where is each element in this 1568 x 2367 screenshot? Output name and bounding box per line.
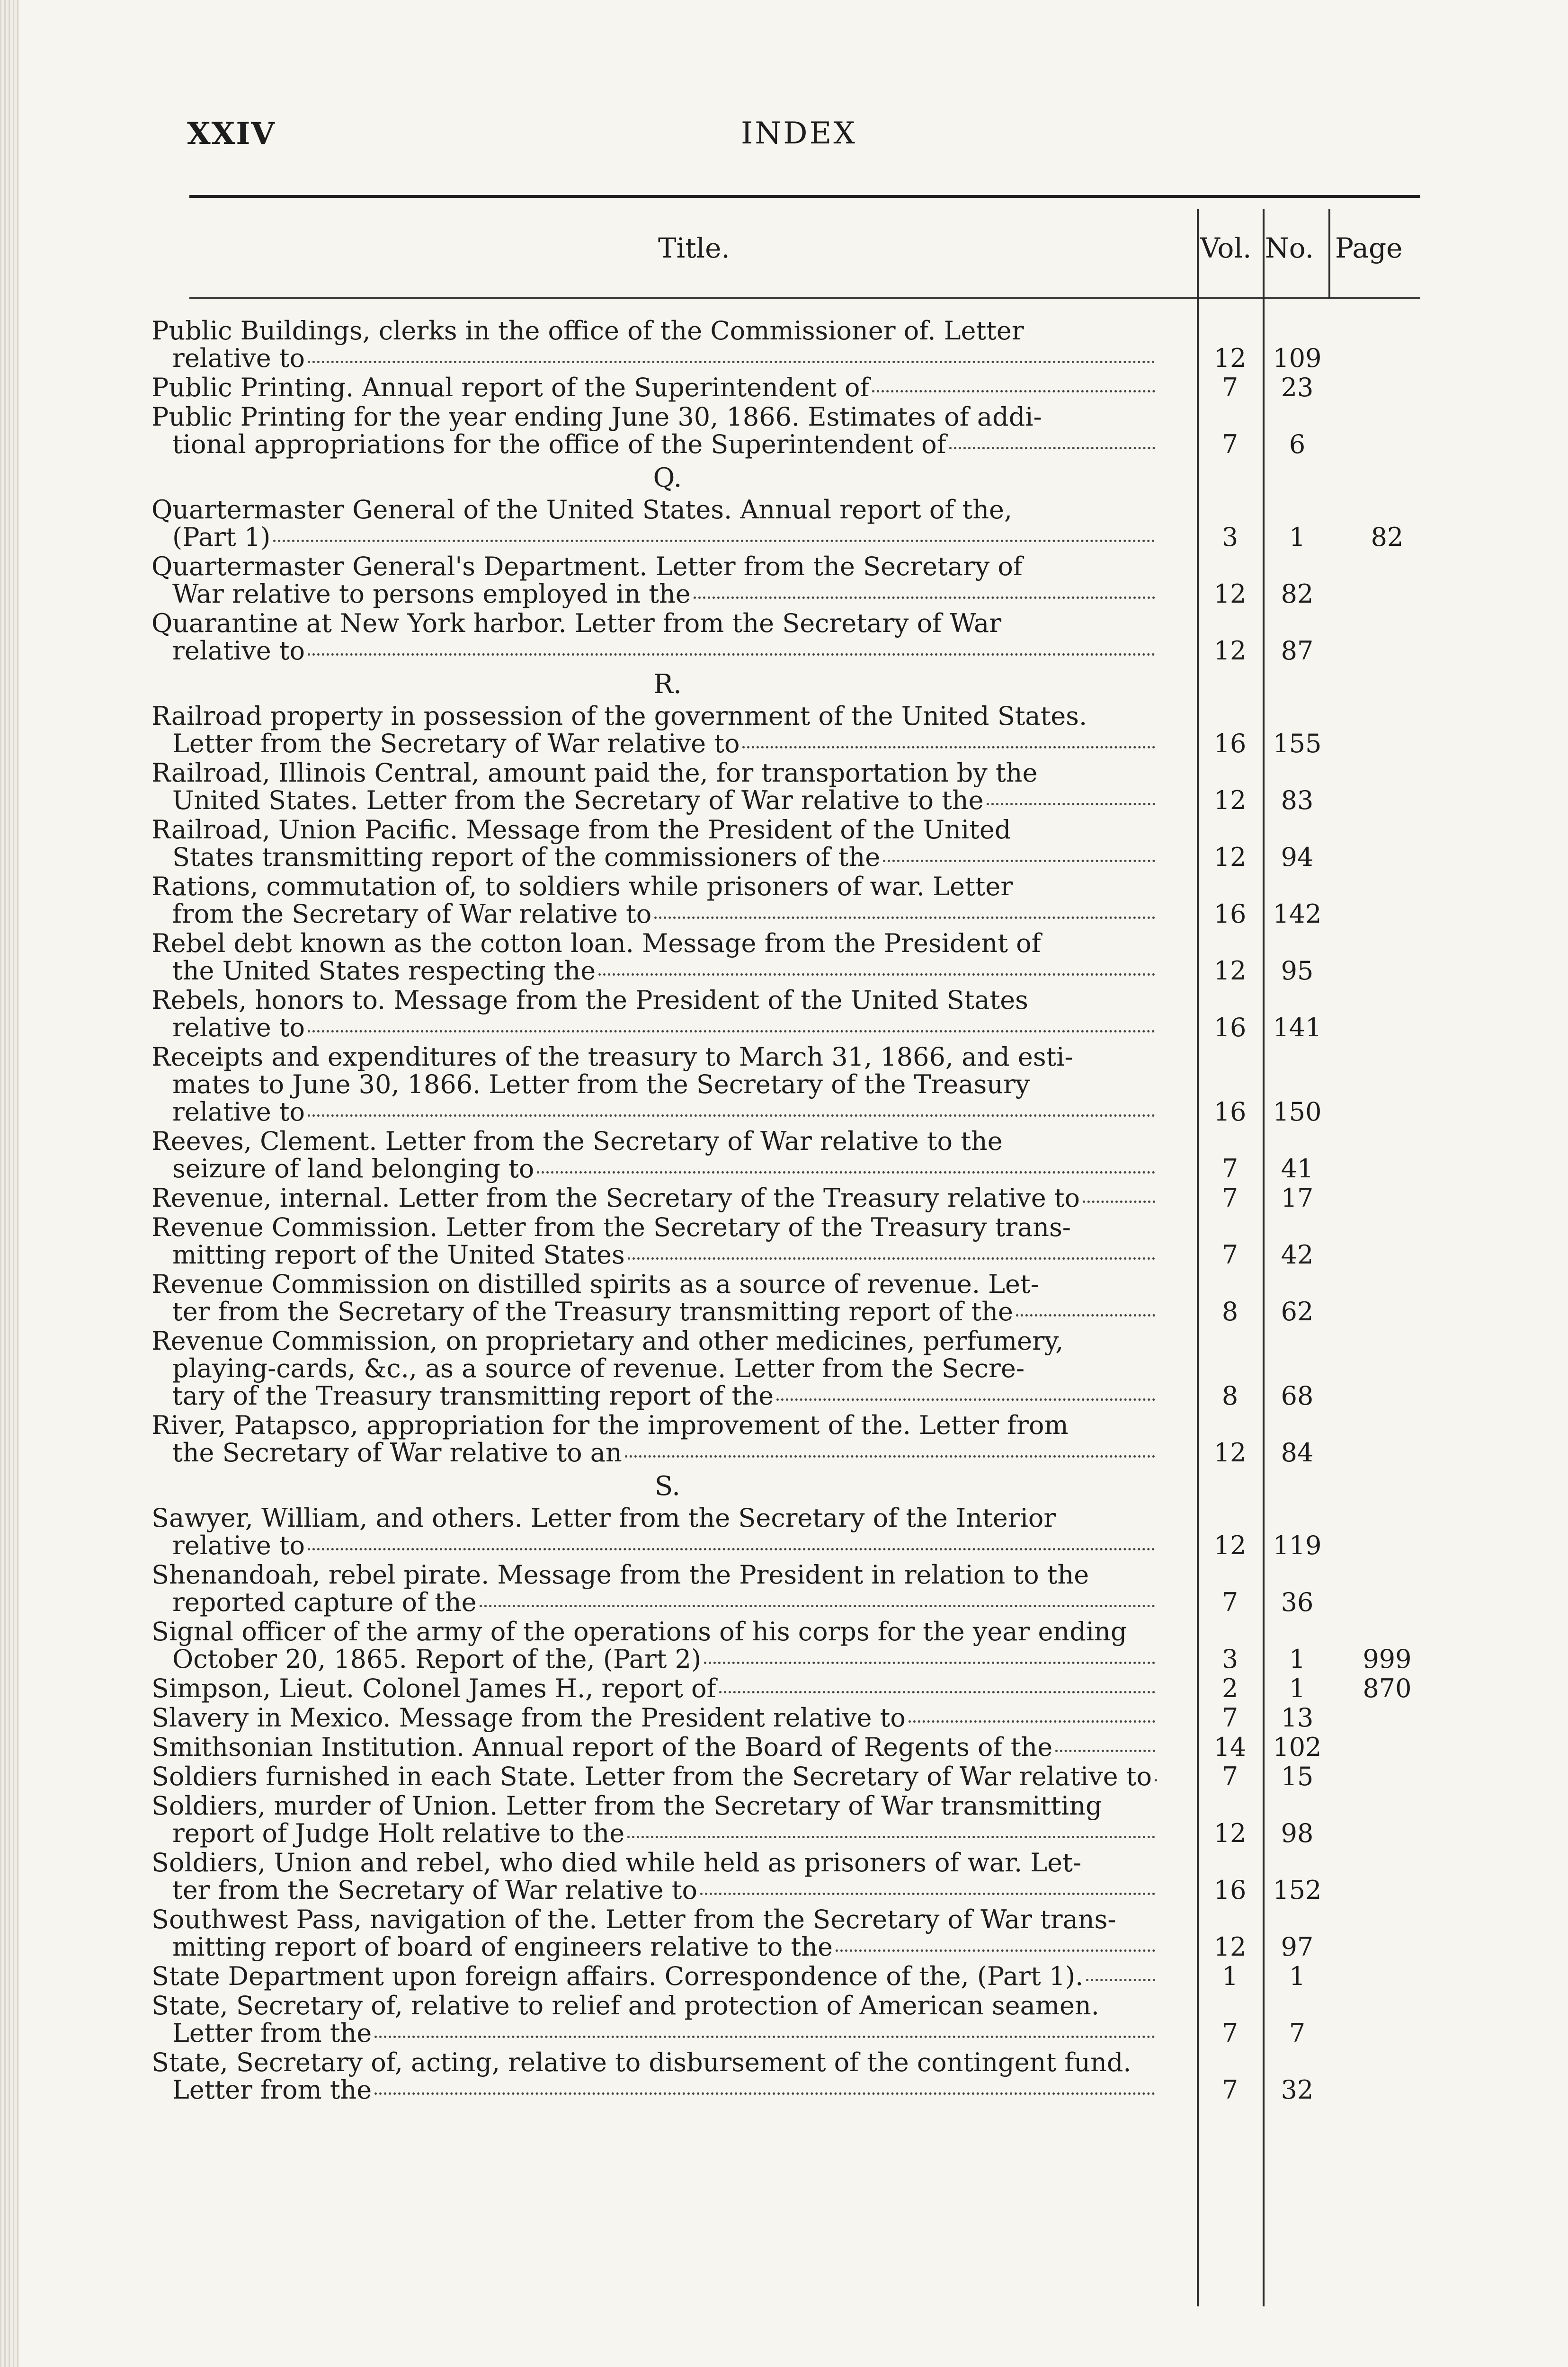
column-header-page: Page <box>1335 232 1403 264</box>
entry-title-line: relative to <box>172 1097 305 1127</box>
dot-leader <box>883 860 1155 862</box>
entry-page <box>1335 1155 1439 1183</box>
entry-title-line: Smithsonian Institution. Annual report of the Board of Regents of the <box>151 1732 1053 1762</box>
dot-leader <box>1016 1314 1155 1317</box>
entry-vol: 16 <box>1213 899 1247 929</box>
entry-no: 13 <box>1281 1703 1314 1733</box>
entry-no: 102 <box>1273 1732 1322 1762</box>
entry-title-line: United States. Letter from the Secretary of War relative to the <box>172 785 984 815</box>
index-entry <box>151 1184 1420 1212</box>
entry-title-line: Rebels, honors to. Message from the President of the United States <box>151 985 1028 1015</box>
entry-title-line: relative to <box>172 1013 305 1042</box>
entry-no: 62 <box>1281 1297 1314 1326</box>
column-header-rule <box>189 297 1420 299</box>
entry-no: 109 <box>1273 343 1322 373</box>
entry-title-line: Reeves, Clement. Letter from the Secretary of War relative to the <box>151 1126 1003 1156</box>
index-entry <box>151 759 1420 814</box>
dot-leader <box>308 1548 1155 1550</box>
entry-title-line: State, Secretary of, relative to relief and protection of American seamen. <box>151 1991 1099 2020</box>
entry-no: 1 <box>1289 1644 1306 1674</box>
entry-page <box>1335 730 1439 757</box>
column-divider-page <box>1328 209 1330 299</box>
entry-page <box>1335 580 1439 608</box>
dot-leader <box>987 803 1155 805</box>
entry-page <box>1335 2020 1439 2047</box>
index-entry <box>151 816 1420 871</box>
index-entry <box>151 1412 1420 1467</box>
dot-leader <box>694 596 1155 599</box>
entry-vol: 7 <box>1221 1240 1238 1270</box>
column-header-vol: Vol. <box>1200 232 1252 264</box>
entry-vol: 7 <box>1221 1154 1238 1184</box>
entry-page <box>1335 1241 1439 1269</box>
dot-leader <box>742 746 1155 748</box>
entry-page: 870 <box>1363 1673 1412 1703</box>
index-entry <box>151 1992 1420 2047</box>
entry-title-line: report of Judge Holt relative to the <box>172 1818 625 1848</box>
entry-page <box>1335 1532 1439 1559</box>
dot-leader <box>949 447 1155 449</box>
entry-title-line: Soldiers, Union and rebel, who died while held as prisoners of war. Let- <box>151 1848 1082 1878</box>
entry-vol: 8 <box>1221 1381 1238 1411</box>
entry-page <box>1335 1382 1439 1410</box>
index-entry <box>151 930 1420 985</box>
entry-title-line: Sawyer, William, and others. Letter from the Secretary of the Interior <box>151 1503 1056 1533</box>
dot-leader <box>374 2092 1155 2095</box>
entry-page <box>1335 1763 1439 1790</box>
entry-vol: 16 <box>1213 729 1247 758</box>
entry-title-line: States transmitting report of the commissioners of the <box>172 842 881 872</box>
column-header-no: No. <box>1265 232 1314 264</box>
entry-no: 95 <box>1281 956 1314 986</box>
entry-page <box>1335 1704 1439 1732</box>
entry-title-line: Revenue, internal. Letter from the Secretary of the Treasury relative to <box>151 1183 1080 1213</box>
entry-title-line: Public Buildings, clerks in the office of the Commissioner of. Letter <box>151 316 1024 346</box>
dot-leader <box>836 1949 1155 1952</box>
entry-title-line: relative to <box>172 636 305 666</box>
entry-no: 23 <box>1281 373 1314 402</box>
entry-no: 1 <box>1289 522 1306 552</box>
entry-vol: 7 <box>1221 1703 1238 1733</box>
index-entries <box>151 317 1420 2106</box>
entry-title-line: seizure of land belonging to <box>172 1154 535 1184</box>
entry-no: 97 <box>1281 1932 1314 1962</box>
dot-leader <box>776 1398 1155 1401</box>
entry-title-line: Railroad property in possession of the government of the United States. <box>151 701 1087 731</box>
entry-title-line: tional appropriations for the office of the Superintendent of <box>172 429 946 459</box>
dot-leader <box>1055 1750 1155 1752</box>
entry-title-line: Soldiers furnished in each State. Letter from the Secretary of War relative to <box>151 1762 1152 1791</box>
index-entry <box>151 987 1420 1041</box>
entry-vol: 8 <box>1221 1297 1238 1326</box>
dot-leader <box>1083 1201 1155 1203</box>
entry-title-line: Rations, commutation of, to soldiers while prisoners of war. Letter <box>151 872 1013 901</box>
entry-page <box>1335 1933 1439 1961</box>
entry-vol: 12 <box>1213 579 1247 609</box>
entry-title-line: Letter from the Secretary of War relative to <box>172 729 740 758</box>
dot-leader <box>308 1114 1155 1117</box>
index-entry <box>151 1043 1420 1126</box>
entry-title-line: ter from the Secretary of the Treasury transmitting report of the <box>172 1297 1013 1326</box>
entry-no: 1 <box>1289 1673 1306 1703</box>
entry-vol: 3 <box>1221 1644 1238 1674</box>
index-entry <box>151 496 1420 551</box>
entry-vol: 7 <box>1221 1183 1238 1213</box>
entry-no: 84 <box>1281 1438 1314 1468</box>
entry-title-line: Quartermaster General's Department. Letter from the Secretary of <box>151 552 1023 581</box>
entry-title-line: Southwest Pass, navigation of the. Letter from the Secretary of War trans- <box>151 1904 1116 1934</box>
dot-leader <box>700 1893 1155 1895</box>
dot-leader <box>627 1836 1155 1838</box>
entry-page <box>1335 1820 1439 1847</box>
entry-no: 32 <box>1281 2075 1314 2105</box>
section-letter: Q. <box>653 463 682 493</box>
entry-vol: 12 <box>1213 842 1247 872</box>
entry-vol: 12 <box>1213 636 1247 666</box>
index-entry <box>151 1906 1420 1961</box>
index-entry <box>151 2049 1420 2104</box>
entry-title-line: Quartermaster General of the United States. Annual report of the, <box>151 495 1013 525</box>
index-entry <box>151 1128 1420 1183</box>
entry-vol: 2 <box>1221 1673 1238 1703</box>
dot-leader <box>308 653 1155 656</box>
dot-leader <box>628 1257 1155 1260</box>
entry-no: 41 <box>1281 1154 1314 1184</box>
entry-page <box>1335 374 1439 401</box>
entry-vol: 12 <box>1213 785 1247 815</box>
entry-page <box>1335 1877 1439 1904</box>
entry-vol: 7 <box>1221 429 1238 459</box>
entry-title-line: ter from the Secretary of War relative to <box>172 1875 697 1905</box>
entry-title-line: Simpson, Lieut. Colonel James H., report of <box>151 1673 716 1703</box>
index-entry <box>151 403 1420 458</box>
page-header <box>187 116 1408 159</box>
entry-page <box>1335 431 1439 458</box>
entry-no: 155 <box>1273 729 1322 758</box>
entry-title-line: Railroad, Union Pacific. Message from the President of the United <box>151 815 1011 845</box>
entry-no: 7 <box>1289 2018 1306 2048</box>
entry-no: 142 <box>1273 899 1322 929</box>
entry-title-line: Receipts and expenditures of the treasury to March 31, 1866, and esti- <box>151 1042 1073 1072</box>
column-header-title: Title. <box>658 232 730 264</box>
entry-page <box>1335 1589 1439 1616</box>
entry-title-line: Revenue Commission on distilled spirits as a source of revenue. Let- <box>151 1269 1039 1299</box>
dot-leader <box>625 1455 1155 1458</box>
index-entry <box>151 1675 1420 1702</box>
entry-title-line: relative to <box>172 343 305 373</box>
index-entry <box>151 1327 1420 1410</box>
entry-no: 42 <box>1281 1240 1314 1270</box>
entry-page <box>1335 345 1439 372</box>
entry-page <box>1335 1014 1439 1041</box>
entry-page <box>1335 2076 1439 2104</box>
entry-page <box>1335 787 1439 814</box>
entry-title-line: mitting report of board of engineers relative to the <box>172 1932 833 1962</box>
entry-title-line: tary of the Treasury transmitting report of the <box>172 1381 774 1411</box>
dot-leader <box>537 1171 1155 1174</box>
entry-title-line: Soldiers, murder of Union. Letter from the Secretary of War transmitting <box>151 1791 1102 1821</box>
dot-leader <box>480 1605 1155 1607</box>
entry-title-line: October 20, 1865. Report of the, (Part 2) <box>172 1644 702 1674</box>
entry-title-line: mitting report of the United States <box>172 1240 625 1270</box>
entry-vol: 7 <box>1221 2075 1238 2105</box>
entry-page <box>1335 1734 1439 1761</box>
section-letter: S. <box>654 1471 681 1502</box>
dot-leader <box>308 361 1155 363</box>
index-entry <box>151 317 1420 372</box>
entry-title-line: State, Secretary of, acting, relative to disbursement of the contingent fund. <box>151 2047 1131 2077</box>
header-rule <box>189 195 1420 198</box>
dot-leader <box>1086 1979 1155 1981</box>
index-entry <box>151 1763 1420 1790</box>
index-entry <box>151 873 1420 928</box>
dot-leader <box>719 1691 1155 1693</box>
entry-vol: 7 <box>1221 1762 1238 1791</box>
entry-vol: 3 <box>1221 522 1238 552</box>
entry-title-line: Revenue Commission, on proprietary and other medicines, perfumery, <box>151 1326 1064 1356</box>
binding-edge <box>0 0 19 2367</box>
entry-title-line: Public Printing for the year ending June 30, 1866. Estimates of addi- <box>151 402 1042 432</box>
index-entry <box>151 1704 1420 1732</box>
entry-title-line: Public Printing. Annual report of the Superintendent of <box>151 373 870 402</box>
entry-page: 999 <box>1363 1644 1412 1674</box>
entry-no: 83 <box>1281 785 1314 815</box>
entry-vol: 1 <box>1221 1961 1238 1991</box>
index-entry <box>151 1734 1420 1761</box>
index-entry <box>151 610 1420 665</box>
page-number: XXIV <box>187 116 276 151</box>
entry-no: 119 <box>1273 1531 1322 1560</box>
index-entry <box>151 553 1420 608</box>
entry-no: 36 <box>1281 1587 1314 1617</box>
entry-no: 150 <box>1273 1097 1322 1127</box>
index-entry <box>151 1618 1420 1673</box>
entry-no: 1 <box>1289 1961 1306 1991</box>
entry-title-line: mates to June 30, 1866. Letter from the Secretary of the Treasury <box>172 1069 1030 1099</box>
dot-leader <box>654 917 1155 919</box>
dot-leader <box>273 540 1155 542</box>
entry-no: 15 <box>1281 1762 1314 1791</box>
entry-title-line: Letter from the <box>172 2018 372 2048</box>
entry-page <box>1335 637 1439 665</box>
index-entry <box>151 374 1420 401</box>
entry-page <box>1335 1439 1439 1467</box>
entry-no: 152 <box>1273 1875 1322 1905</box>
entry-vol: 7 <box>1221 2018 1238 2048</box>
entry-vol: 12 <box>1213 343 1247 373</box>
entry-title-line: the United States respecting the <box>172 956 596 986</box>
entry-vol: 16 <box>1213 1013 1247 1042</box>
entry-title-line: Letter from the <box>172 2075 372 2105</box>
dot-leader <box>308 1030 1155 1032</box>
section-letter: R. <box>653 669 682 700</box>
entry-vol: 7 <box>1221 1587 1238 1617</box>
entry-vol: 16 <box>1213 1875 1247 1905</box>
entry-no: 94 <box>1281 842 1314 872</box>
entry-page <box>1335 844 1439 871</box>
entry-title-line: Quarantine at New York harbor. Letter from the Secretary of War <box>151 608 1002 638</box>
index-entry <box>151 1214 1420 1269</box>
dot-leader <box>909 1720 1155 1723</box>
entry-no: 141 <box>1273 1013 1322 1042</box>
entry-page <box>1335 900 1439 928</box>
dot-leader <box>598 973 1155 976</box>
entry-page <box>1335 1098 1439 1126</box>
entry-page <box>1335 1963 1439 1990</box>
entry-title-line: River, Patapsco, appropriation for the improvement of the. Letter from <box>151 1410 1069 1440</box>
index-entry <box>151 703 1420 757</box>
entry-page: 82 <box>1371 522 1404 552</box>
entry-no: 6 <box>1289 429 1306 459</box>
dot-leader <box>704 1662 1155 1664</box>
entry-no: 98 <box>1281 1818 1314 1848</box>
entry-title-line: Railroad, Illinois Central, amount paid the, for transportation by the <box>151 758 1038 788</box>
entry-vol: 12 <box>1213 1818 1247 1848</box>
entry-no: 68 <box>1281 1381 1314 1411</box>
entry-vol: 12 <box>1213 1932 1247 1962</box>
entry-vol: 16 <box>1213 1097 1247 1127</box>
entry-title-line: the Secretary of War relative to an <box>172 1438 622 1468</box>
entry-title-line: (Part 1) <box>172 522 271 552</box>
entry-title-line: War relative to persons employed in the <box>172 579 691 609</box>
entry-title-line: Shenandoah, rebel pirate. Message from the President in relation to the <box>151 1560 1089 1590</box>
entry-title-line: playing-cards, &c., as a source of revenue. Letter from the Secre- <box>172 1353 1025 1383</box>
entry-page <box>1335 1184 1439 1212</box>
entry-page <box>1335 957 1439 985</box>
entry-vol: 7 <box>1221 373 1238 402</box>
entry-vol: 12 <box>1213 1531 1247 1560</box>
entry-no: 87 <box>1281 636 1314 666</box>
dot-leader <box>374 2036 1155 2038</box>
index-entry <box>151 1963 1420 1990</box>
index-entry <box>151 1792 1420 1847</box>
index-entry <box>151 1849 1420 1904</box>
entry-vol: 14 <box>1213 1732 1247 1762</box>
entry-title-line: Rebel debt known as the cotton loan. Message from the President of <box>151 928 1041 958</box>
index-entry <box>151 1504 1420 1559</box>
entry-title-line: relative to <box>172 1531 305 1560</box>
entry-title-line: State Department upon foreign affairs. Correspondence of the, (Part 1). <box>151 1961 1084 1991</box>
entry-title-line: Signal officer of the army of the operations of his corps for the year ending <box>151 1617 1127 1646</box>
index-entry <box>151 1271 1420 1326</box>
entry-title-line: from the Secretary of War relative to <box>172 899 652 929</box>
page-title: INDEX <box>741 116 857 151</box>
entry-title-line: Revenue Commission. Letter from the Secretary of the Treasury trans- <box>151 1212 1071 1242</box>
entry-title-line: reported capture of the <box>172 1587 477 1617</box>
entry-no: 17 <box>1281 1183 1314 1213</box>
entry-no: 82 <box>1281 579 1314 609</box>
entry-vol: 12 <box>1213 956 1247 986</box>
index-entry <box>151 1561 1420 1616</box>
dot-leader <box>872 390 1155 392</box>
entry-title-line: Slavery in Mexico. Message from the President relative to <box>151 1703 906 1733</box>
entry-vol: 12 <box>1213 1438 1247 1468</box>
entry-page <box>1335 1298 1439 1326</box>
